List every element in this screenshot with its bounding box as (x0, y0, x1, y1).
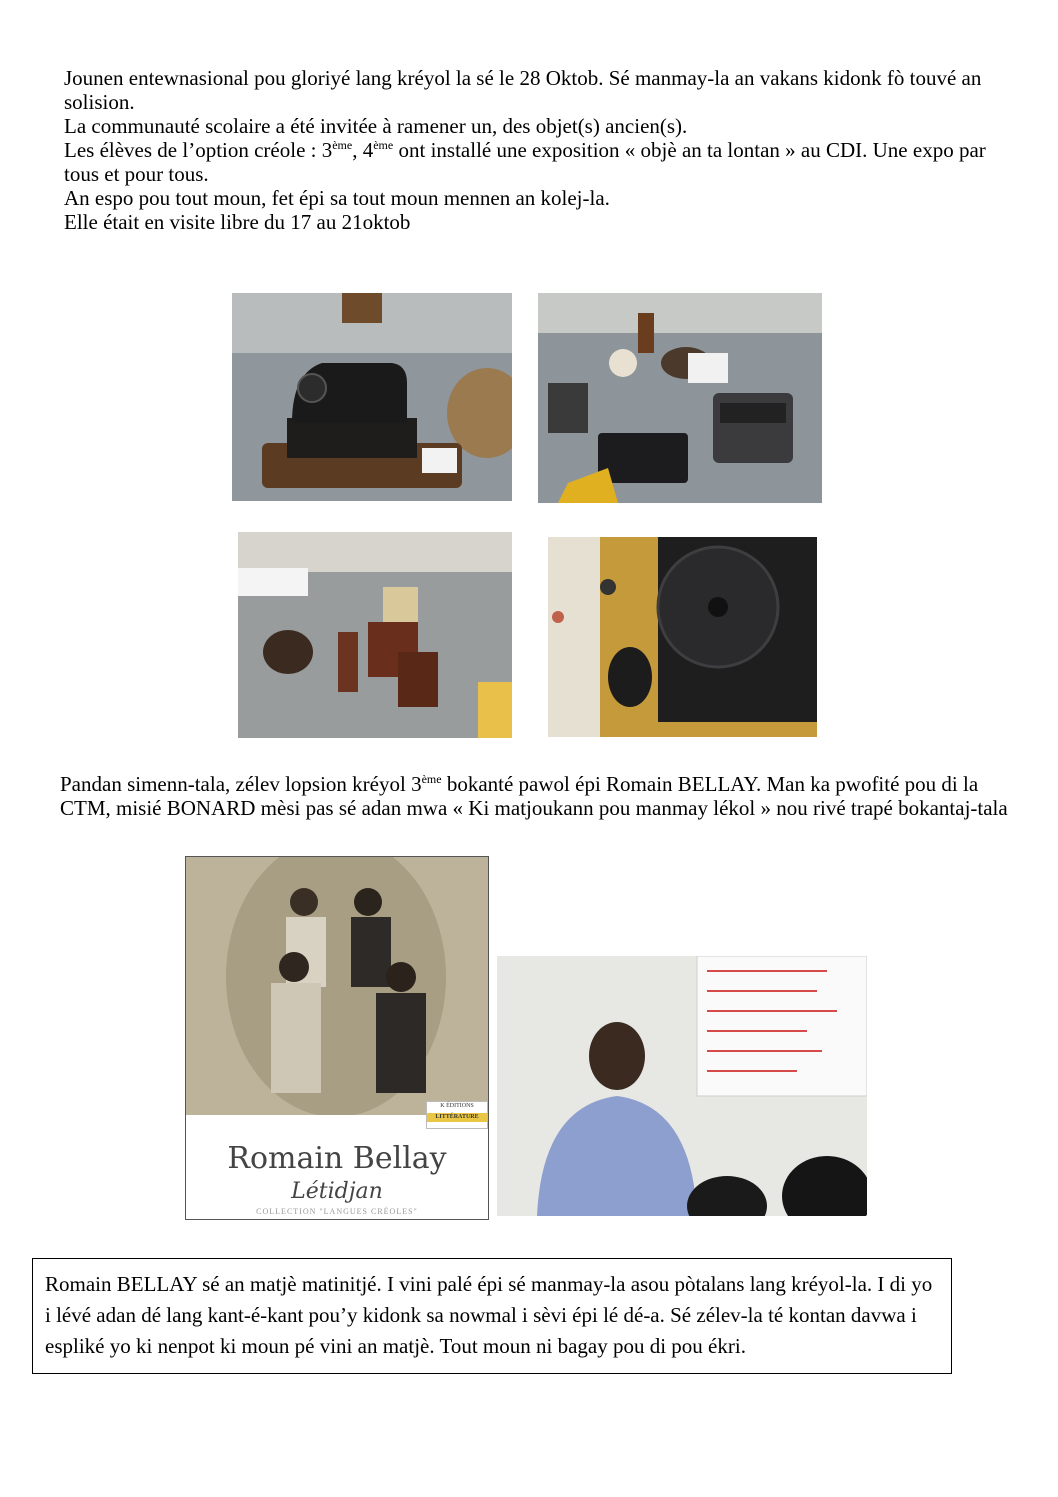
intro-line-3-sup1: ème (332, 138, 353, 152)
classroom-illustration (497, 956, 867, 1216)
intro-line-3-mid: , 4 (352, 138, 374, 162)
book-subtitle: Létidjan (291, 1179, 383, 1204)
photo-old-irons (238, 532, 512, 738)
author-summary-box (32, 1258, 952, 1374)
book-collection: COLLECTION "LANGUES CRÉOLES" (256, 1207, 418, 1216)
photo-classroom-talk (497, 956, 867, 1216)
author-summary-text: Romain BELLAY sé an matjè matinitjé. I vini palé épi sé manmay-la asou pòtalans lang kréyol-la. I di yo i lévé adan dé lang kant-é-kant pou’y kidonk sa nowmal i sèvi épi lé dé-a. Sé zélev-la té kontan davwa i espliké yo ki nenpot ki moun pé vini an matjè. Tout moun ni bagay pou di pou ékri. (45, 1272, 933, 1358)
bellay-paragraph (60, 772, 1020, 820)
book-cover-photo (186, 857, 488, 1115)
photo-typewriter-table (538, 293, 822, 503)
publisher-name: K ÉDITIONS (440, 1103, 474, 1109)
book-title: Romain Bellay (227, 1141, 447, 1176)
para2-sup: ème (421, 772, 442, 786)
intro-line-1: Jounen entewnasional pou gloriyé lang kréyol la sé le 28 Oktob. Sé manmay-la an vakans kidonk fò touvé an solision. (64, 66, 982, 114)
intro-line-5: Elle était en visite libre du 17 au 21oktob (64, 210, 411, 234)
para2-start: Pandan simenn-tala, zélev lopsion kréyol 3 (60, 772, 422, 796)
intro-text (64, 66, 1004, 234)
intro-line-4: An espo pou tout moun, fet épi sa tout moun mennen an kolej-la. (64, 186, 610, 210)
book-cover (185, 856, 489, 1220)
record-player-illustration (548, 537, 817, 737)
photo-sewing-machine (232, 293, 512, 501)
sewing-machine-illustration (232, 293, 512, 501)
para2-rest: bokanté pawol épi Romain BELLAY. Man ka pwofité pou di la CTM, misié BONARD mèsi pas sé adan mwa « Ki matjoukann pou manmay lékol » nou rivé trapé bokantaj-tala (60, 772, 1008, 820)
soldiers-photo-illustration (186, 857, 488, 1115)
irons-illustration (238, 532, 512, 738)
intro-line-3-sup2: ème (373, 138, 394, 152)
intro-line-3 (64, 138, 1004, 186)
photo-record-player (548, 537, 817, 737)
intro-line-2: La communauté scolaire a été invitée à ramener un, des objet(s) ancien(s). (64, 114, 688, 138)
intro-line-3-num: 3 (321, 138, 333, 162)
publisher-badge (426, 1101, 488, 1129)
intro-line-3-rest: ont installé une exposition « objè an ta lontan » au CDI. Une expo par tous et pour tous. (64, 138, 986, 186)
typewriter-illustration (538, 293, 822, 503)
publisher-category: LITTÉRATURE (427, 1113, 487, 1122)
intro-line-3-start: Les élèves de l’option créole : (64, 138, 322, 162)
